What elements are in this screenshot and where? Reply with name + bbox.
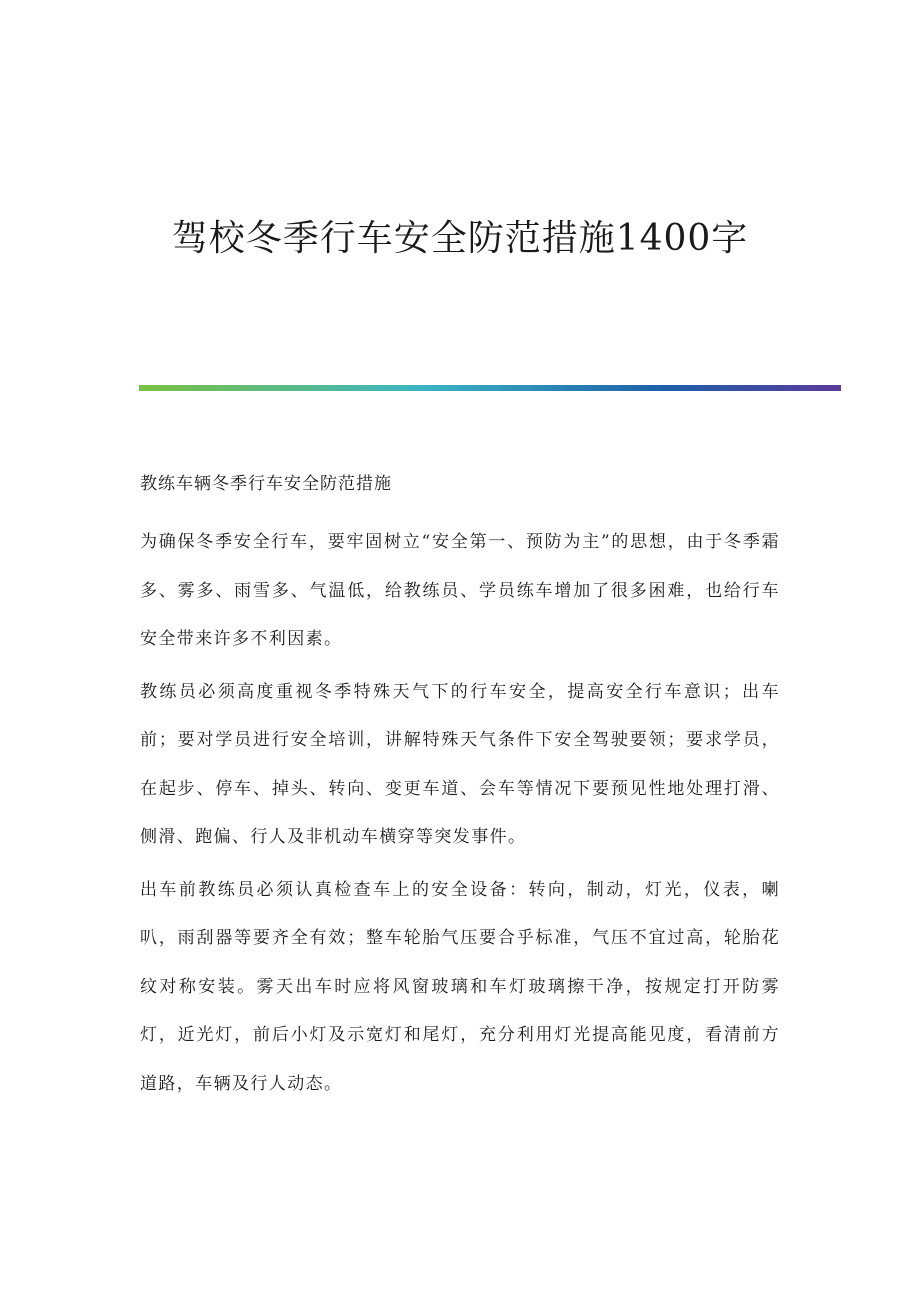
title-divider [139, 385, 841, 391]
paragraph-2: 教练员必须高度重视冬季特殊天气下的行车安全，提高安全行车意识；出车前；要对学员进行安全培训，讲解特殊天气条件下安全驾驶要领；要求学员，在起步、停车、掉头、转向、变更车道、会车等情况下要预见性地处理打滑、侧滑、跑偏、行人及非机动车横穿等突发事件。 [140, 681, 780, 847]
document-title: 驾校冬季行车安全防范措施1400字 [171, 218, 749, 259]
section-heading: 教练车辆冬季行车安全防范措施 [140, 474, 392, 494]
paragraph-3: 出车前教练员必须认真检查车上的安全设备：转向，制动，灯光，仪表，喇叭，雨刮器等要齐全有效；整车轮胎气压要合乎标准，气压不宜过高，轮胎花纹对称安装。雾天出车时应将风窗玻璃和车灯玻璃擦干净，按规定打开防雾灯，近光灯，前后小灯及示宽灯和尾灯，充分利用灯光提高能见度，看清前方道路，车辆及行人动态。 [140, 879, 780, 1094]
paragraph-1: 为确保冬季安全行车，要牢固树立“安全第一、预防为主”的思想，由于冬季霜多、雾多、雨雪多、气温低，给教练员、学员练车增加了很多困难，也给行车安全带来许多不利因素。 [140, 532, 780, 649]
document-body [140, 470, 780, 1112]
